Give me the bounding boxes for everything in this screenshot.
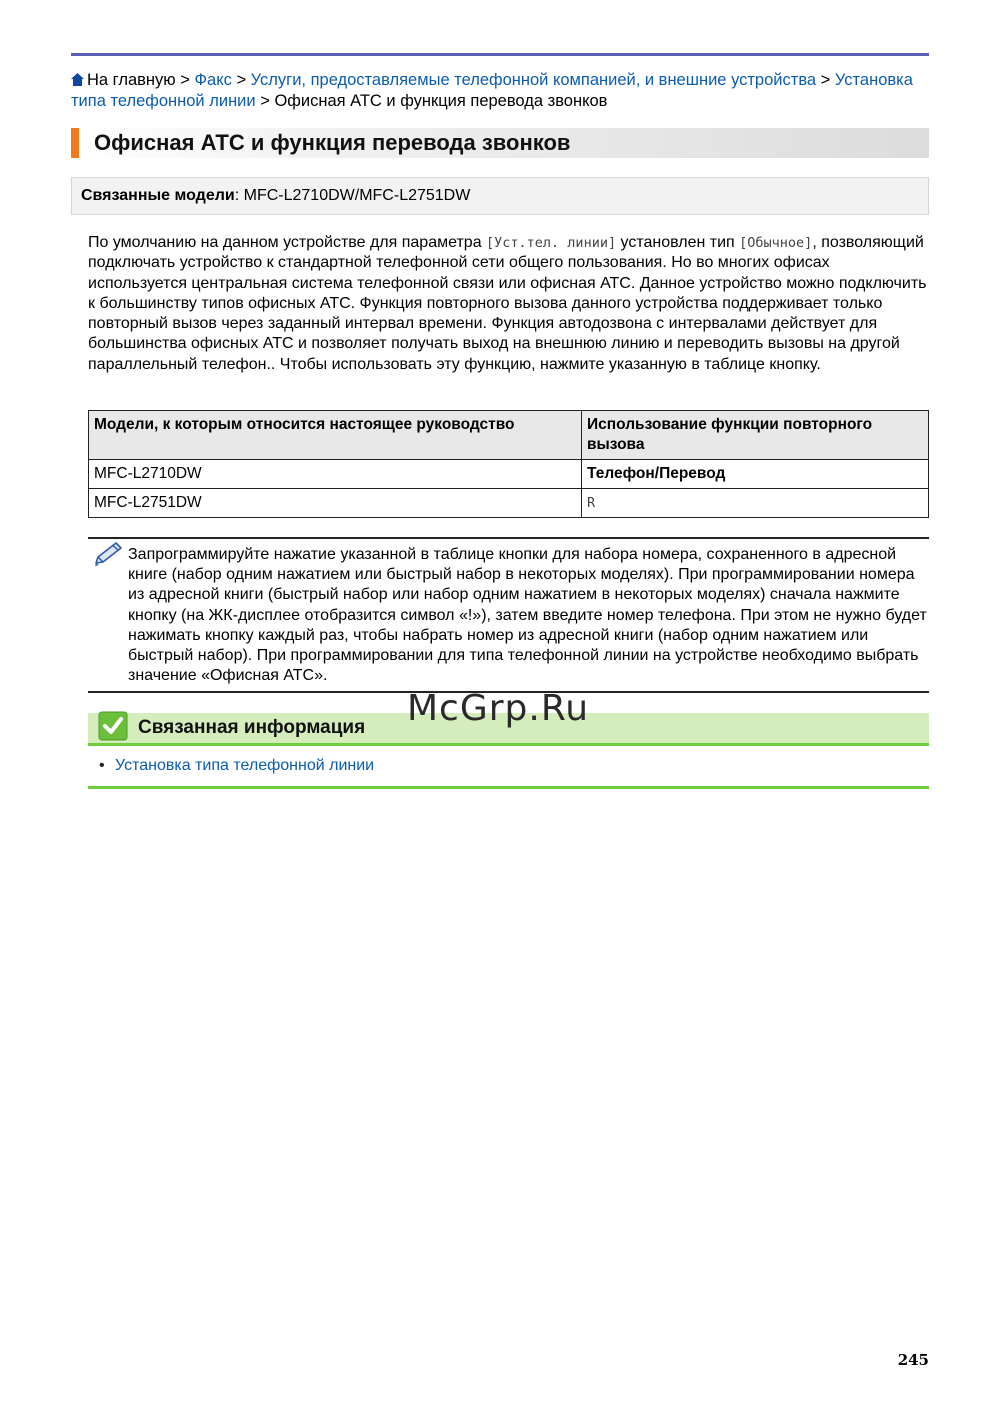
pencil-icon [92, 541, 124, 567]
setting-value: [Обычное] [739, 235, 813, 251]
table-header-row [89, 411, 929, 460]
table-cell-action: R [582, 489, 929, 518]
related-info-title: Связанная информация [138, 717, 366, 738]
intro-text-3: , позволяющий подключать устройство к стандартной телефонной сети общего пользования. Но во многих офисах используется центральная система телефонной связи или офисная АТС. Данное устройство можно подключить к большинству типов офисных АТС. Функция повторного вызова данного устройства поддерживает только повторный вызов через заданный интервал времени. Функция автодозвона с интервалами действует для большинства офисных АТС и позволяет получать выход на внешнюю линию и переводить вызовы на другой параллельный телефон.. Чтобы использовать эту функцию, нажмите указанную в таблице кнопку. [88, 234, 927, 373]
breadcrumb-link-services[interactable]: Услуги, предоставляемые телефонной компанией, и внешние устройства [250, 71, 817, 89]
related-info-divider [88, 743, 929, 746]
list-item [115, 755, 374, 777]
breadcrumb-separator: > [180, 71, 190, 89]
setting-name: [Уст.тел. линии] [486, 235, 617, 251]
related-info-bottom-rule [88, 786, 929, 789]
table-row [89, 460, 929, 489]
table-cell-action: Телефон/Перевод [582, 460, 929, 489]
watermark: McGrp.Ru [407, 688, 590, 729]
breadcrumb [71, 70, 929, 112]
checkmark-icon [98, 711, 128, 741]
table-header-models: Модели, к которым относится настоящее руководство [89, 411, 582, 460]
intro-text-2: установлен тип [616, 234, 740, 251]
page-number: 245 [897, 1351, 929, 1369]
title-accent [71, 128, 79, 158]
breadcrumb-current: Офисная АТС и функция перевода звонков [274, 92, 608, 110]
breadcrumb-home: На главную [87, 71, 176, 89]
breadcrumb-link-line-type[interactable]: Установка типа телефонной линии [71, 71, 913, 110]
related-models-label: Связанные модели [81, 187, 235, 204]
table-header-redial: Использование функции повторного вызова [582, 411, 929, 460]
home-icon[interactable] [71, 73, 84, 86]
breadcrumb-separator: > [236, 71, 247, 89]
models-table [88, 410, 929, 518]
table-row [89, 489, 929, 518]
related-info-list [115, 755, 374, 777]
breadcrumb-separator: > [260, 92, 270, 110]
breadcrumb-separator: > [820, 71, 831, 89]
breadcrumb-link-fax[interactable]: Факс [194, 71, 232, 89]
related-models-value: : MFC-L2710DW/MFC-L2751DW [234, 187, 471, 204]
page-title: Офисная АТС и функция перевода звонков [94, 130, 571, 155]
intro-paragraph [88, 233, 930, 375]
note-box [88, 537, 929, 693]
title-bar [71, 128, 929, 158]
table-cell-model: MFC-L2710DW [89, 460, 582, 489]
table-cell-model: MFC-L2751DW [89, 489, 582, 518]
note-text: Запрограммируйте нажатие указанной в таблице кнопки для набора номера, сохраненного в адресной книге (набор одним нажатием или быстрый набор в некоторых моделях). При программировании номера из адресной книги (быстрый набор или набор одним нажатием в некоторых моделях) сначала нажмите кнопку (на ЖК-дисплее отобразится символ «!»), затем введите номер телефона. При этом не нужно будет нажимать кнопку каждый раз, чтобы набрать номер из адресной книги (набор одним нажатием или быстрый набор). При программировании для типа телефонной линии на устройстве необходимо выбрать значение «Офисная АТС». [128, 546, 927, 685]
top-rule [71, 53, 929, 56]
related-link-line-type[interactable]: Установка типа телефонной линии [115, 757, 375, 774]
intro-text-1: По умолчанию на данном устройстве для параметра [88, 234, 487, 251]
related-models-box [71, 177, 929, 215]
